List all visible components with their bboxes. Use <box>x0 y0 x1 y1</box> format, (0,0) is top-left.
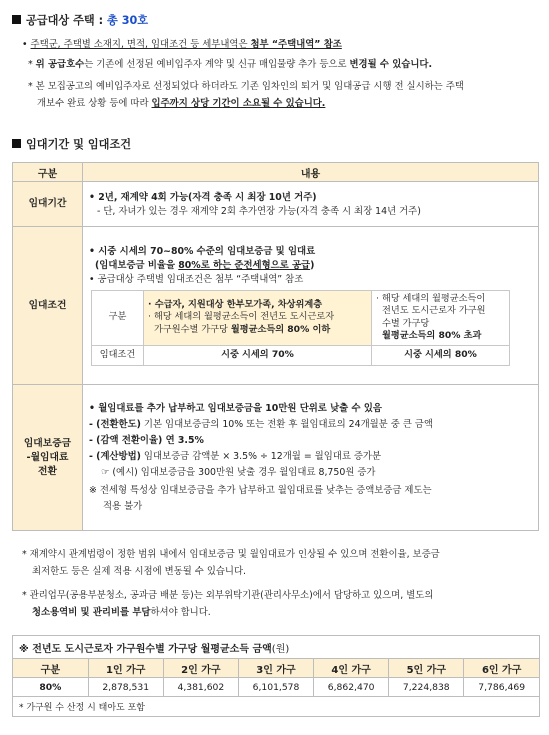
conditions-line-1: • 시중 시세의 70~80% 수준의 임대보증금 및 임대료 <box>89 245 316 257</box>
income-table-note: * 가구원 수 산정 시 태아도 포함 <box>13 696 539 716</box>
conversion-line-3: - (감액 전환이율) 연 3.5% <box>89 434 204 446</box>
section-supply-heading <box>12 12 148 28</box>
supply-note-2: * 본 모집공고의 예비입주자로 선정되었다 하더라도 기존 임차인의 퇴거 및 임대공급 시행 전 실시하는 주택 <box>28 81 464 92</box>
label-deposit-conversion: 임대보증금 -월임대료 전환 <box>13 385 83 531</box>
header-category: 구분 <box>13 163 83 182</box>
income-table-title: ※ 전년도 도시근로자 가구원수별 가구당 월평균소득 금액(원) <box>19 644 290 655</box>
income-table <box>13 658 539 696</box>
income-value-row: 80% 2,878,531 4,381,602 6,101,578 6,862,470 7,224,838 7,786,469 <box>13 678 539 697</box>
square-bullet-icon <box>12 139 21 148</box>
subtable-label-rate: 임대조건 <box>92 345 144 365</box>
conditions-line-2: (임대보증금 비율을 80%로 하는 준전세형으로 공급) <box>95 259 315 271</box>
rate-group-a: 시중 시세의 70% <box>144 345 372 365</box>
conversion-line-2: - (전환한도) 기본 임대보증금의 10% 또는 전환 후 월임대료의 24개월분 중 큰 금액 <box>89 418 433 430</box>
note-management: * 관리업무(공용부분청소, 공과금 배분 등)는 외부위탁기관(관리사무소)에서 담당하고 있으며, 별도의 <box>22 590 434 601</box>
supply-bullet-detail: • 주택군, 주택별 소재지, 면적, 임대조건 등 세부내역은 첨부 “주택내역” 참조 <box>22 39 342 50</box>
income-header-row: 구분 1인 가구 2인 가구 3인 가구 4인 가구 5인 가구 6인 가구 <box>13 659 539 678</box>
header-content: 내용 <box>83 163 539 182</box>
row-lease-period <box>13 182 539 227</box>
supply-note-2-cont: 개보수 완료 상황 등에 따라 입주까지 상당 기간이 소요될 수 있습니다. <box>37 98 326 109</box>
supply-heading-label: 공급대상 주택 : <box>26 14 108 27</box>
row-lease-conditions <box>13 227 539 385</box>
note-renewal-cont: 최저한도 등은 실제 적용 시점에 변동될 수 있습니다. <box>32 566 247 577</box>
table-header-row <box>13 163 539 182</box>
period-line-2: - 단, 자녀가 있는 경우 재계약 2회 추가연장 가능(자격 충족 시 최장 14년 거주) <box>97 205 421 217</box>
conversion-example: ☞ (예시) 임대보증금을 300만원 낮출 경우 월임대료 8,750원 증가 <box>101 466 376 478</box>
square-bullet-icon <box>12 15 21 24</box>
subtable-label-category: 구분 <box>92 290 144 345</box>
conversion-line-4: - (계산방법) 임대보증금 감액분 × 3.5% ÷ 12개월 = 월임대료 증가분 <box>89 450 382 462</box>
rent-rate-subtable <box>91 290 510 366</box>
income-table-box <box>12 635 540 717</box>
label-lease-conditions: 임대조건 <box>13 227 83 385</box>
note-management-cont: 청소용역비 및 관리비를 부담하셔야 합니다. <box>32 607 211 618</box>
row-deposit-conversion <box>13 385 539 531</box>
conversion-line-1: • 월임대료를 추가 납부하고 임대보증금을 10만원 단위로 낮출 수 있음 <box>89 402 382 414</box>
section-lease-heading <box>12 136 131 152</box>
supply-count: 총 30호 <box>107 14 149 27</box>
lease-heading-label: 임대기간 및 임대조건 <box>26 138 132 151</box>
note-renewal: * 재계약시 관계법령이 정한 범위 내에서 임대보증금 및 월임대료가 인상될 수 있으며 전환이율, 보증금 <box>22 549 440 560</box>
conversion-note-cont: 적용 불가 <box>103 500 143 512</box>
supply-note-1: * 위 공급호수는 기존에 선정된 예비입주자 계약 및 신규 매입물량 추가 등으로 변경될 수 있습니다. <box>28 59 433 70</box>
lease-conditions-table <box>12 162 539 531</box>
conversion-note: ※ 전세형 특성상 임대보증금을 추가 납부하고 월임대료를 낮추는 증액보증금 제도는 <box>89 484 432 496</box>
rate-group-b: 시중 시세의 80% <box>372 345 510 365</box>
subtable-group-a: · 수급자, 지원대상 한부모가족, 차상위계층 · 해당 세대의 월평균소득이 전년도 도시근로자 가구원수별 가구당 월평균소득의 80% 이하 <box>144 290 372 345</box>
label-lease-period: 임대기간 <box>13 182 83 227</box>
conditions-line-3: • 공급대상 주택별 임대조건은 첨부 “주택내역” 참조 <box>89 273 304 285</box>
subtable-group-b: · 해당 세대의 월평균소득이 전년도 도시근로자 가구원 수별 가구당 월평균소득의 80% 초과 <box>372 290 510 345</box>
period-line-1: • 2년, 재계약 4회 가능(자격 충족 시 최장 10년 거주) <box>89 191 317 203</box>
